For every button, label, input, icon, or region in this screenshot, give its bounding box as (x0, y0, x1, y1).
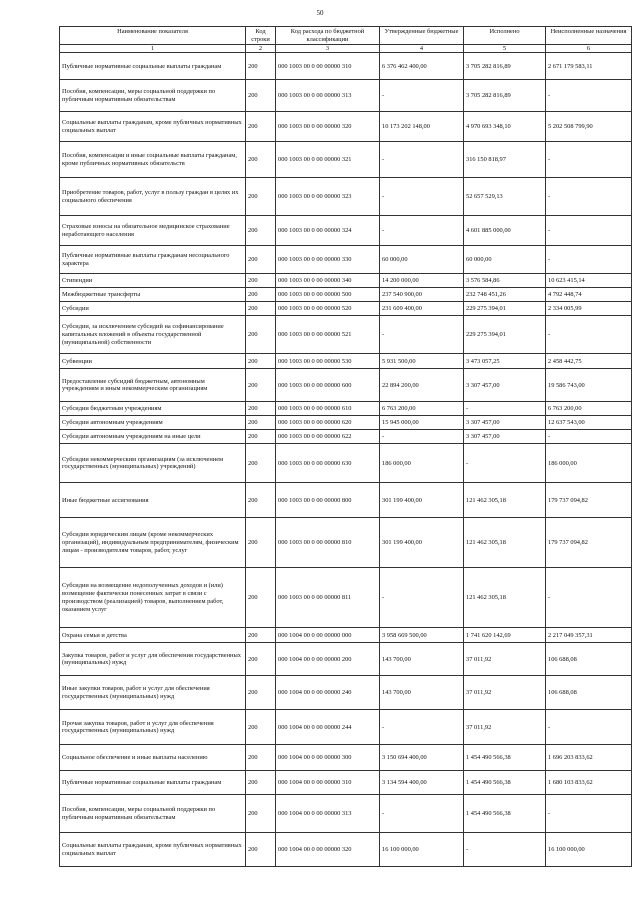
unexecuted-cell: 1 696 203 833,62 (546, 745, 632, 771)
header-approved: Утвержденные бюджетные (380, 27, 464, 45)
classification-cell: 000 1004 00 0 00 00000 244 (276, 710, 380, 745)
name-cell: Страховые взносы на обязательное медицинское страхование неработающего населения (60, 216, 246, 246)
classification-cell: 000 1003 00 0 00 00000 500 (276, 288, 380, 302)
classification-cell: 000 1003 00 0 00 00000 330 (276, 246, 380, 274)
executed-cell: 3 307 457,00 (464, 369, 546, 402)
executed-cell: 1 741 620 142,69 (464, 628, 546, 643)
name-cell: Субвенции (60, 354, 246, 369)
table-row (60, 53, 632, 80)
classification-cell: 000 1003 00 0 00 00000 320 (276, 112, 380, 142)
executed-cell: - (464, 402, 546, 416)
name-cell: Социальные выплаты гражданам, кроме публичных нормативных социальных выплат (60, 112, 246, 142)
code-cell: 200 (246, 444, 276, 483)
approved-cell: - (380, 710, 464, 745)
executed-cell: 37 011,92 (464, 710, 546, 745)
executed-cell: 121 462 305,18 (464, 568, 546, 628)
unexecuted-cell: 2 458 442,75 (546, 354, 632, 369)
code-cell: 200 (246, 745, 276, 771)
table-row (60, 316, 632, 354)
code-cell: 200 (246, 112, 276, 142)
header-name: Наименование показателя (60, 27, 246, 45)
classification-cell: 000 1003 00 0 00 00000 610 (276, 402, 380, 416)
column-number: 6 (546, 44, 632, 53)
approved-cell: 60 000,00 (380, 246, 464, 274)
unexecuted-cell: 4 792 448,74 (546, 288, 632, 302)
approved-cell: 15 945 000,00 (380, 416, 464, 430)
table-row (60, 246, 632, 274)
code-cell: 200 (246, 771, 276, 795)
column-number-row (60, 44, 632, 53)
code-cell: 200 (246, 369, 276, 402)
header-executed: Исполнено (464, 27, 546, 45)
table-row (60, 402, 632, 416)
approved-cell: - (380, 80, 464, 112)
classification-cell: 000 1003 00 0 00 00000 310 (276, 53, 380, 80)
executed-cell: 3 307 457,00 (464, 416, 546, 430)
table-row (60, 369, 632, 402)
classification-cell: 000 1003 00 0 00 00000 521 (276, 316, 380, 354)
table-row (60, 771, 632, 795)
code-cell: 200 (246, 518, 276, 568)
table-row (60, 178, 632, 216)
table-row (60, 483, 632, 518)
classification-cell: 000 1003 00 0 00 00000 530 (276, 354, 380, 369)
table-row (60, 80, 632, 112)
table-row (60, 795, 632, 833)
name-cell: Закупка товаров, работ и услуг для обеспечения государственных (муниципальных) нужд (60, 643, 246, 676)
unexecuted-cell: 179 737 094,82 (546, 483, 632, 518)
executed-cell: 1 454 490 566,38 (464, 771, 546, 795)
column-number: 3 (276, 44, 380, 53)
unexecuted-cell: - (546, 80, 632, 112)
name-cell: Публичные нормативные выплаты гражданам несоциального характера (60, 246, 246, 274)
name-cell: Предоставление субсидий бюджетным, автономным учреждениям и иным некоммерческим организациям (60, 369, 246, 402)
code-cell: 200 (246, 710, 276, 745)
code-cell: 200 (246, 628, 276, 643)
table-row (60, 444, 632, 483)
unexecuted-cell: 19 586 743,00 (546, 369, 632, 402)
unexecuted-cell: - (546, 795, 632, 833)
classification-cell: 000 1003 00 0 00 00000 340 (276, 274, 380, 288)
name-cell: Социальное обеспечение и иные выплаты населению (60, 745, 246, 771)
table-row (60, 142, 632, 178)
name-cell: Пособия, компенсации, меры социальной поддержки по публичным нормативным обязательствам (60, 80, 246, 112)
code-cell: 200 (246, 676, 276, 710)
header-row (60, 27, 632, 45)
executed-cell: 229 275 394,01 (464, 302, 546, 316)
executed-cell: 60 000,00 (464, 246, 546, 274)
table-row (60, 216, 632, 246)
classification-cell: 000 1004 00 0 00 00000 240 (276, 676, 380, 710)
approved-cell: - (380, 142, 464, 178)
column-number: 2 (246, 44, 276, 53)
table-row (60, 416, 632, 430)
code-cell: 200 (246, 178, 276, 216)
table-row (60, 288, 632, 302)
header-classification: Код расхода по бюджетной классификации (276, 27, 380, 45)
approved-cell: 301 199 400,00 (380, 483, 464, 518)
table-row (60, 274, 632, 288)
name-cell: Субсидии, за исключением субсидий на софинансирование капитальных вложений в объекты государственной (муниципальной) собственности (60, 316, 246, 354)
classification-cell: 000 1004 00 0 00 00000 000 (276, 628, 380, 643)
unexecuted-cell: - (546, 216, 632, 246)
code-cell: 200 (246, 142, 276, 178)
code-cell: 200 (246, 80, 276, 112)
code-cell: 200 (246, 402, 276, 416)
table-row (60, 833, 632, 867)
name-cell: Пособия, компенсации, меры социальной поддержки по публичным нормативным обязательствам (60, 795, 246, 833)
executed-cell: 3 705 282 816,89 (464, 80, 546, 112)
approved-cell: 16 100 000,00 (380, 833, 464, 867)
executed-cell: 3 705 282 816,89 (464, 53, 546, 80)
approved-cell: 10 173 202 148,00 (380, 112, 464, 142)
approved-cell: - (380, 430, 464, 444)
code-cell: 200 (246, 316, 276, 354)
classification-cell: 000 1003 00 0 00 00000 324 (276, 216, 380, 246)
name-cell: Субсидии бюджетным учреждениям (60, 402, 246, 416)
approved-cell: 143 700,00 (380, 643, 464, 676)
name-cell: Приобретение товаров, работ, услуг в пользу граждан в целях их социального обеспечения (60, 178, 246, 216)
executed-cell: 121 462 305,18 (464, 483, 546, 518)
executed-cell: 52 657 529,13 (464, 178, 546, 216)
name-cell: Иные закупки товаров, работ и услуг для обеспечения государственных (муниципальных) нужд (60, 676, 246, 710)
approved-cell: - (380, 795, 464, 833)
executed-cell: - (464, 833, 546, 867)
name-cell: Прочая закупка товаров, работ и услуг для обеспечения государственных (муниципальных) нужд (60, 710, 246, 745)
header-code: Код строки (246, 27, 276, 45)
name-cell: Субсидии юридическим лицам (кроме некоммерческих организаций), индивидуальным предпринимателям, физическим лицам - производителям товаров, работ, услуг (60, 518, 246, 568)
unexecuted-cell: 106 688,08 (546, 643, 632, 676)
name-cell: Пособия, компенсации и иные социальные выплаты гражданам, кроме публичных нормативных обязательств (60, 142, 246, 178)
name-cell: Субсидии на возмещение недополученных доходов и (или) возмещение фактически понесенных затрат в связи с производством (реализацией) товаров, выполнением работ, оказанием услуг (60, 568, 246, 628)
name-cell: Социальные выплаты гражданам, кроме публичных нормативных социальных выплат (60, 833, 246, 867)
approved-cell: 186 000,00 (380, 444, 464, 483)
column-number: 5 (464, 44, 546, 53)
classification-cell: 000 1003 00 0 00 00000 630 (276, 444, 380, 483)
approved-cell: 143 700,00 (380, 676, 464, 710)
table-row (60, 568, 632, 628)
unexecuted-cell: - (546, 142, 632, 178)
table-row (60, 710, 632, 745)
approved-cell: 14 200 000,00 (380, 274, 464, 288)
approved-cell: 3 150 694 400,00 (380, 745, 464, 771)
classification-cell: 000 1004 00 0 00 00000 320 (276, 833, 380, 867)
approved-cell: 6 763 200,00 (380, 402, 464, 416)
name-cell: Охрана семьи и детства (60, 628, 246, 643)
table-row (60, 745, 632, 771)
unexecuted-cell: - (546, 316, 632, 354)
code-cell: 200 (246, 53, 276, 80)
classification-cell: 000 1003 00 0 00 00000 520 (276, 302, 380, 316)
approved-cell: 3 134 594 400,00 (380, 771, 464, 795)
classification-cell: 000 1003 00 0 00 00000 600 (276, 369, 380, 402)
code-cell: 200 (246, 833, 276, 867)
unexecuted-cell: 179 737 094,82 (546, 518, 632, 568)
executed-cell: 4 601 885 000,00 (464, 216, 546, 246)
name-cell: Публичные нормативные социальные выплаты гражданам (60, 771, 246, 795)
executed-cell: 232 748 451,26 (464, 288, 546, 302)
table-row (60, 112, 632, 142)
approved-cell: - (380, 568, 464, 628)
code-cell: 200 (246, 274, 276, 288)
code-cell: 200 (246, 354, 276, 369)
budget-execution-table (59, 26, 632, 867)
unexecuted-cell: - (546, 710, 632, 745)
classification-cell: 000 1003 00 0 00 00000 313 (276, 80, 380, 112)
unexecuted-cell: 2 334 005,99 (546, 302, 632, 316)
unexecuted-cell: 6 763 200,00 (546, 402, 632, 416)
page-number: 50 (316, 9, 324, 17)
code-cell: 200 (246, 643, 276, 676)
approved-cell: 237 540 900,00 (380, 288, 464, 302)
executed-cell: 37 011,92 (464, 643, 546, 676)
classification-cell: 000 1003 00 0 00 00000 622 (276, 430, 380, 444)
column-number: 1 (60, 44, 246, 53)
approved-cell: 5 931 500,00 (380, 354, 464, 369)
table-row (60, 628, 632, 643)
code-cell: 200 (246, 416, 276, 430)
code-cell: 200 (246, 430, 276, 444)
executed-cell: 316 150 818,97 (464, 142, 546, 178)
unexecuted-cell: - (546, 246, 632, 274)
code-cell: 200 (246, 483, 276, 518)
unexecuted-cell: - (546, 178, 632, 216)
classification-cell: 000 1003 00 0 00 00000 811 (276, 568, 380, 628)
header-unexecuted: Неисполненные назначения (546, 27, 632, 45)
code-cell: 200 (246, 302, 276, 316)
approved-cell: - (380, 316, 464, 354)
table-row (60, 302, 632, 316)
unexecuted-cell: 2 671 179 583,11 (546, 53, 632, 80)
classification-cell: 000 1004 00 0 00 00000 200 (276, 643, 380, 676)
unexecuted-cell: - (546, 430, 632, 444)
unexecuted-cell: - (546, 568, 632, 628)
unexecuted-cell: 186 000,00 (546, 444, 632, 483)
name-cell: Субсидии автономным учреждениям на иные цели (60, 430, 246, 444)
unexecuted-cell: 5 202 508 799,90 (546, 112, 632, 142)
name-cell: Иные бюджетные ассигнования (60, 483, 246, 518)
approved-cell: 301 199 400,00 (380, 518, 464, 568)
approved-cell: - (380, 216, 464, 246)
executed-cell: 3 473 057,25 (464, 354, 546, 369)
table-row (60, 518, 632, 568)
executed-cell: 1 454 490 566,38 (464, 795, 546, 833)
column-number: 4 (380, 44, 464, 53)
classification-cell: 000 1004 00 0 00 00000 300 (276, 745, 380, 771)
table-row (60, 676, 632, 710)
approved-cell: 6 376 462 400,00 (380, 53, 464, 80)
unexecuted-cell: 1 680 103 833,62 (546, 771, 632, 795)
table-body (60, 53, 632, 867)
code-cell: 200 (246, 568, 276, 628)
code-cell: 200 (246, 246, 276, 274)
name-cell: Межбюджетные трансферты (60, 288, 246, 302)
classification-cell: 000 1004 00 0 00 00000 313 (276, 795, 380, 833)
table-row (60, 643, 632, 676)
executed-cell: 3 576 584,86 (464, 274, 546, 288)
approved-cell: 3 958 669 500,00 (380, 628, 464, 643)
classification-cell: 000 1003 00 0 00 00000 321 (276, 142, 380, 178)
name-cell: Стипендии (60, 274, 246, 288)
executed-cell: 3 307 457,00 (464, 430, 546, 444)
unexecuted-cell: 16 100 000,00 (546, 833, 632, 867)
approved-cell: 231 609 400,00 (380, 302, 464, 316)
name-cell: Публичные нормативные социальные выплаты гражданам (60, 53, 246, 80)
unexecuted-cell: 12 637 543,00 (546, 416, 632, 430)
approved-cell: 22 894 200,00 (380, 369, 464, 402)
name-cell: Субсидии автономным учреждениям (60, 416, 246, 430)
executed-cell: - (464, 444, 546, 483)
approved-cell: - (380, 178, 464, 216)
table-row (60, 354, 632, 369)
classification-cell: 000 1003 00 0 00 00000 800 (276, 483, 380, 518)
table-row (60, 430, 632, 444)
name-cell: Субсидии некоммерческим организациям (за исключением государственных (муниципальных) учреждений) (60, 444, 246, 483)
table-header (60, 27, 632, 53)
executed-cell: 229 275 394,01 (464, 316, 546, 354)
executed-cell: 4 970 693 348,10 (464, 112, 546, 142)
code-cell: 200 (246, 216, 276, 246)
code-cell: 200 (246, 795, 276, 833)
unexecuted-cell: 2 217 049 357,31 (546, 628, 632, 643)
executed-cell: 1 454 490 566,38 (464, 745, 546, 771)
classification-cell: 000 1003 00 0 00 00000 323 (276, 178, 380, 216)
classification-cell: 000 1004 00 0 00 00000 310 (276, 771, 380, 795)
unexecuted-cell: 10 623 415,14 (546, 274, 632, 288)
executed-cell: 121 462 305,18 (464, 518, 546, 568)
unexecuted-cell: 106 688,08 (546, 676, 632, 710)
executed-cell: 37 011,92 (464, 676, 546, 710)
code-cell: 200 (246, 288, 276, 302)
classification-cell: 000 1003 00 0 00 00000 620 (276, 416, 380, 430)
name-cell: Субсидии (60, 302, 246, 316)
classification-cell: 000 1003 00 0 00 00000 810 (276, 518, 380, 568)
